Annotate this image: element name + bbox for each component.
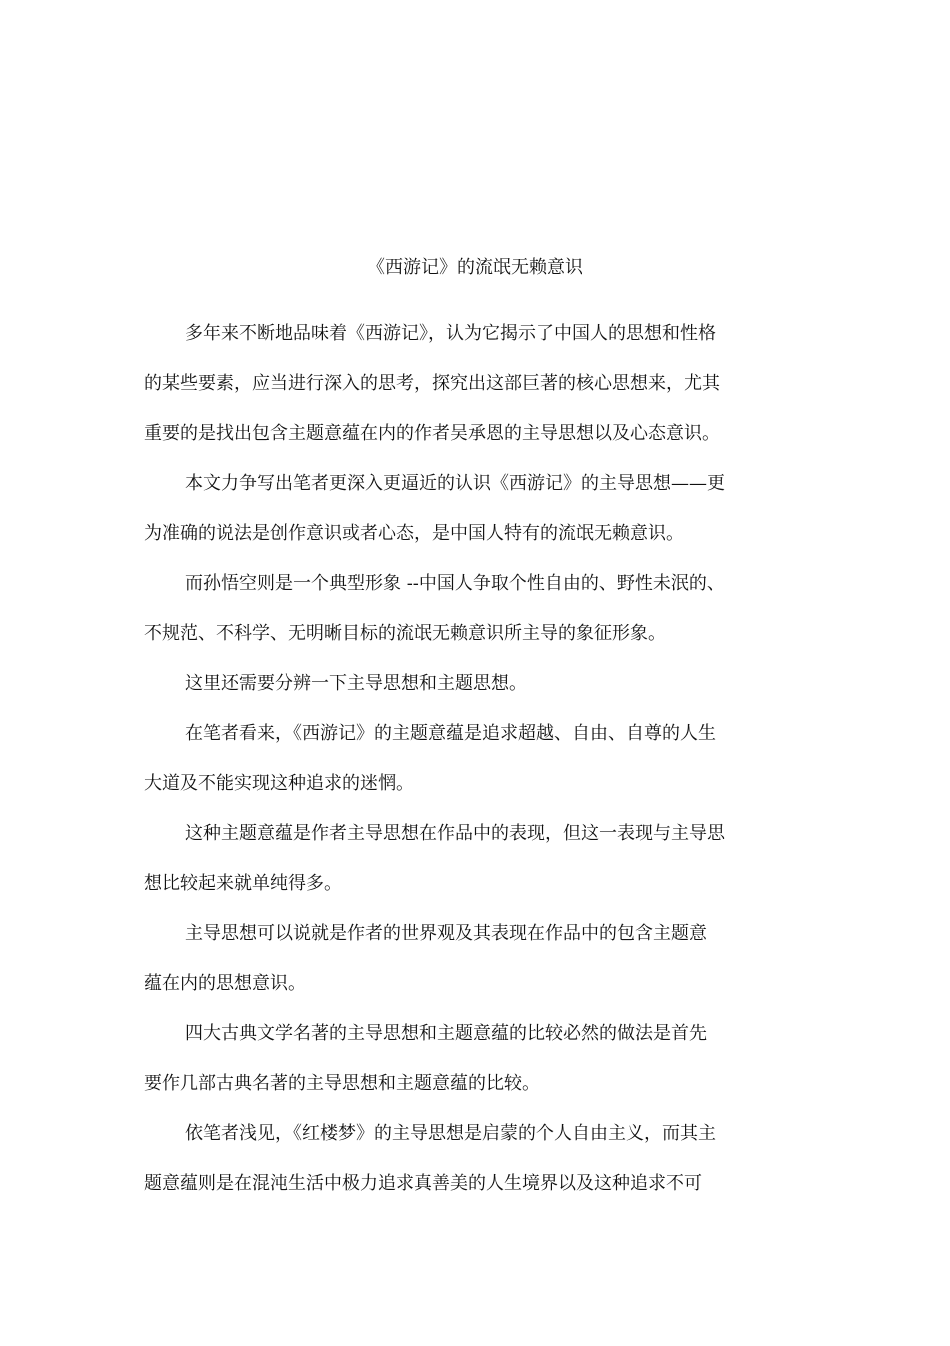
text-line: 四大古典文学名著的主导思想和主题意蕴的比较必然的做法是首先 [185,1023,707,1044]
page-title: 《西游记》的流氓无赖意识 [367,257,583,278]
text-line: 主导思想可以说就是作者的世界观及其表现在作品中的包含主题意 [185,923,707,944]
text-line: 大道及不能实现这种追求的迷惘。 [144,773,414,794]
text-line: 不规范、不科学、无明晰目标的流氓无赖意识所主导的象征形象。 [144,623,666,644]
text-line: 多年来不断地品味着《西游记》，认为它揭示了中国人的思想和性格 [185,323,716,344]
text-line: 而孙悟空则是一个典型形象 --中国人争取个性自由的、野性未泯的、 [185,573,725,594]
text-line: 重要的是找出包含主题意蕴在内的作者吴承恩的主导思想以及心态意识。 [144,423,720,444]
text-line: 为准确的说法是创作意识或者心态，是中国人特有的流氓无赖意识。 [144,523,684,544]
text-line: 在笔者看来，《西游记》的主题意蕴是追求超越、自由、自尊的人生 [185,723,716,744]
text-line: 这种主题意蕴是作者主导思想在作品中的表现，但这一表现与主导思 [185,823,725,844]
text-line: 题意蕴则是在混沌生活中极力追求真善美的人生境界以及这种追求不可 [144,1173,702,1194]
text-line: 的某些要素，应当进行深入的思考，探究出这部巨著的核心思想来，尤其 [144,373,720,394]
text-line: 这里还需要分辨一下主导思想和主题思想。 [185,673,527,694]
text-line: 想比较起来就单纯得多。 [144,873,342,894]
text-line: 本文力争写出笔者更深入更逼近的认识《西游记》的主导思想——更 [185,473,725,494]
text-line: 蕴在内的思想意识。 [144,973,306,994]
text-line: 要作几部古典名著的主导思想和主题意蕴的比较。 [144,1073,540,1094]
text-line: 依笔者浅见，《红楼梦》的主导思想是启蒙的个人自由主义，而其主 [185,1123,716,1144]
